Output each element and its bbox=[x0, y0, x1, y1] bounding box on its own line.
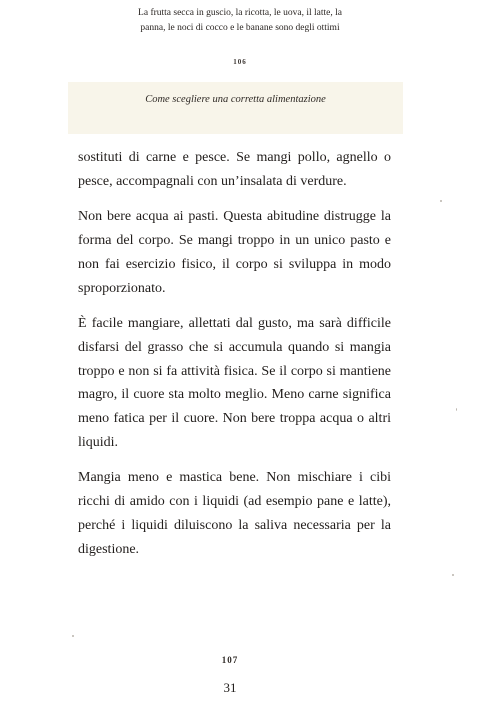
paper-speck bbox=[452, 574, 454, 576]
paragraph: Mangia meno e mastica bene. Non mischiare i cibi ricchi di amido con i liquidi (ad esempio pane e latte), perché i liquidi diluiscono la saliva necessaria per la digestione. bbox=[78, 470, 391, 557]
paragraph: È facile mangiare, allettati dal gusto, ma sarà difficile disfarsi del grasso che si accumula quando si mangia troppo e non si fa attività fisica. Se il corpo si mantiene magro, il cuore sta molto meglio. Meno carne significa meno fatica per il cuore. Non bere troppa acqua o altri liquidi. bbox=[78, 316, 391, 450]
paragraph: Non bere acqua ai pasti. Questa abitudine distrugge la forma del corpo. Se mangi troppo in un unico pasto e non fai esercizio fisico, il corpo si sviluppa in modo sproporzionato. bbox=[78, 209, 391, 296]
page-number: 107 bbox=[221, 655, 239, 665]
running-header: Come scegliere una corretta alimentazione bbox=[145, 94, 326, 105]
previous-page-fragment bbox=[0, 0, 480, 82]
page-header-band bbox=[68, 82, 403, 134]
body-text bbox=[78, 146, 391, 573]
caption-line: panna, le noci di cocco e le banane sono degli ottimi bbox=[140, 23, 340, 33]
paper-speck bbox=[72, 635, 74, 637]
image-caption bbox=[100, 6, 380, 36]
caption-line: La frutta secca in guscio, la ricotta, le uova, il latte, la bbox=[138, 8, 342, 18]
paragraph: sostituti di carne e pesce. Se mangi pollo, agnello o pesce, accompagnali con un’insalata di verdure. bbox=[78, 150, 391, 189]
paper-speck bbox=[456, 408, 457, 411]
sheet-number: 31 bbox=[223, 680, 237, 695]
previous-page-number: 106 bbox=[233, 58, 247, 66]
paper-speck bbox=[440, 200, 442, 202]
